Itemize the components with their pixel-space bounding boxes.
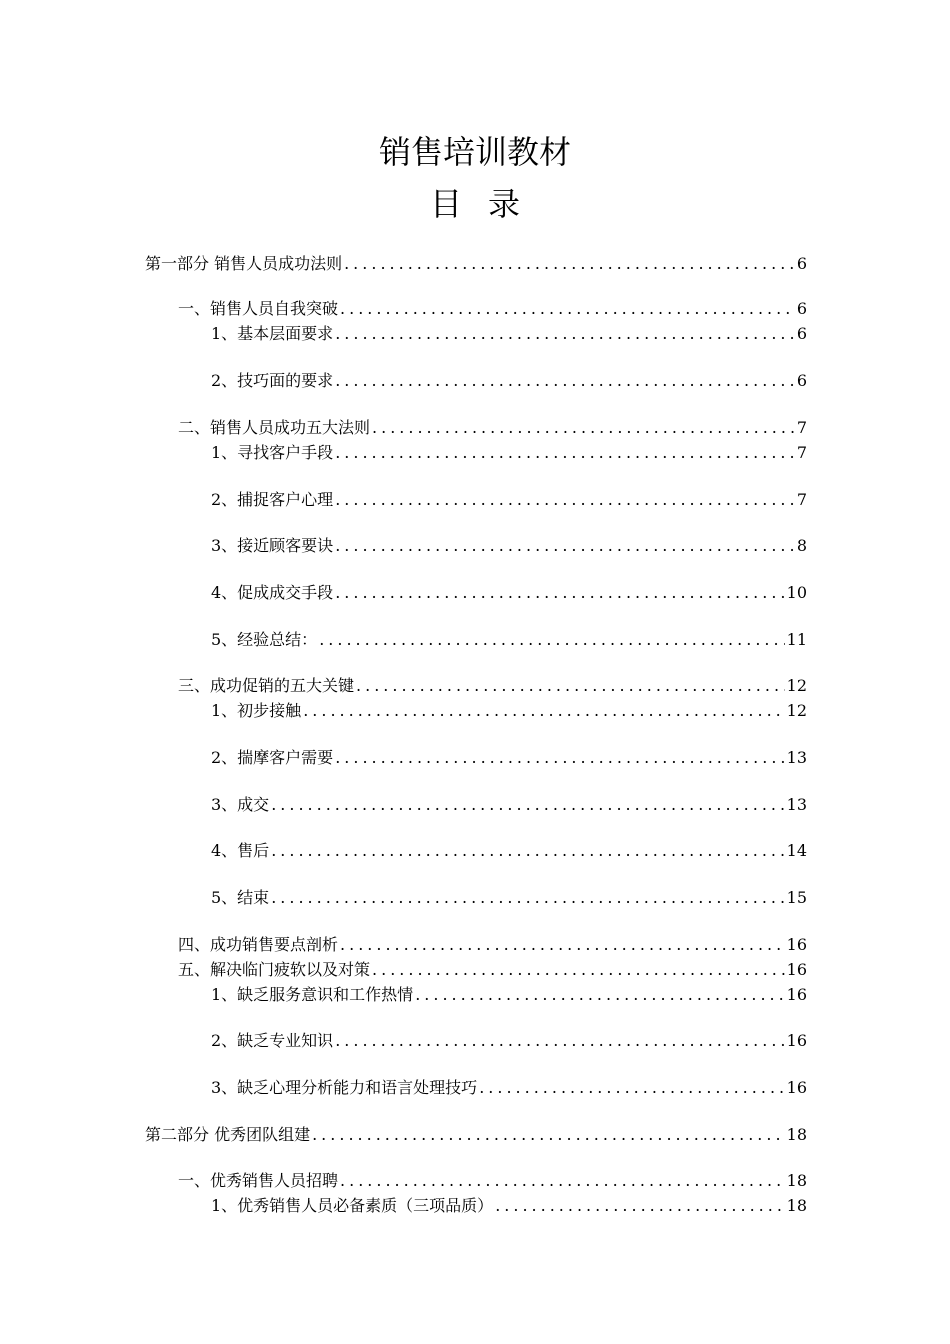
toc-leader-dots [372,958,785,982]
toc-entry-text: 2、技巧面的要求 [211,371,334,390]
toc-entry-section[interactable] [178,958,807,982]
toc-page-number: 13 [786,748,807,767]
toc-leader-dots [271,793,784,817]
toc-leader-dots [372,416,795,440]
toc-entry-text: 4、促成成交手段 [211,583,334,602]
toc-leader-dots [335,746,784,770]
toc-entry-text: 5、结束 [211,888,270,907]
toc-leader-dots [335,534,795,558]
toc-heading: 目录 [429,185,546,223]
toc-leader-dots [340,1169,785,1193]
toc-page-number: 6 [796,299,807,318]
toc-page-number: 7 [796,490,807,509]
toc-leader-dots [335,1029,784,1053]
toc-page-number: 10 [786,583,807,602]
toc-entry-subsection[interactable] [211,983,807,1007]
toc-leader-dots [312,1123,785,1147]
toc-entry-text: 一、销售人员自我突破 [178,299,339,318]
toc-page-number: 16 [786,960,807,979]
toc-leader-dots [344,252,795,276]
toc-entry-subsection[interactable] [211,534,807,558]
toc-page-number: 6 [796,324,807,343]
toc-entry-text: 一、优秀销售人员招聘 [178,1171,339,1190]
toc-entry-text: 1、基本层面要求 [211,324,334,343]
toc-page-number: 7 [796,443,807,462]
toc-page-number: 18 [786,1196,807,1215]
toc-entry-text: 第一部分 销售人员成功法则 [145,254,343,273]
toc-entry-subsection[interactable] [211,1029,807,1053]
toc-entry-subsection[interactable] [211,886,807,910]
toc-entry-subsection[interactable] [211,793,807,817]
toc-entry-text: 1、初步接触 [211,701,302,720]
toc-leader-dots [271,839,784,863]
toc-entry-text: 1、缺乏服务意识和工作热情 [211,985,414,1004]
toc-leader-dots [479,1076,784,1100]
toc-entry-subsection[interactable] [211,628,807,652]
toc-leader-dots [335,322,795,346]
toc-entry-text: 5、经验总结： [211,630,318,649]
toc-entry-section[interactable] [178,297,807,321]
toc-entry-section[interactable] [178,416,807,440]
toc-entry-text: 4、售后 [211,841,270,860]
toc-entry-text: 2、捕捉客户心理 [211,490,334,509]
toc-page-number: 11 [786,630,807,649]
toc-leader-dots [271,886,784,910]
toc-page-number: 6 [796,254,807,273]
toc-page-number: 18 [786,1125,807,1144]
toc-page-number: 8 [796,536,807,555]
toc-entry-subsection[interactable] [211,441,807,465]
toc-entry-subsection[interactable] [211,369,807,393]
toc-entry-subsection[interactable] [211,488,807,512]
toc-entry-text: 二、销售人员成功五大法则 [178,418,371,437]
toc-entry-part-2[interactable] [145,1123,807,1147]
toc-entry-section[interactable] [178,674,807,698]
toc-leader-dots [335,488,795,512]
toc-entry-text: 2、揣摩客户需要 [211,748,334,767]
toc-page-number: 16 [786,1031,807,1050]
toc-page-number: 15 [786,888,807,907]
toc-entry-section[interactable] [178,1169,807,1193]
toc-leader-dots [415,983,784,1007]
toc-entry-text: 五、解决临门疲软以及对策 [178,960,371,979]
toc-entry-text: 第二部分 优秀团队组建 [145,1125,311,1144]
toc-leader-dots [495,1194,784,1218]
toc-entry-part-1[interactable] [145,252,807,276]
toc-leader-dots [319,628,784,652]
toc-entry-subsection[interactable] [211,699,807,723]
toc-leader-dots [335,441,795,465]
toc-leader-dots [340,297,795,321]
toc-leader-dots [335,581,784,605]
toc-entry-text: 3、缺乏心理分析能力和语言处理技巧 [211,1078,478,1097]
toc-entry-section[interactable] [178,933,807,957]
document-title: 销售培训教材 [378,133,571,171]
toc-page-number: 6 [796,371,807,390]
toc-entry-subsection[interactable] [211,746,807,770]
toc-entry-text: 3、成交 [211,795,270,814]
toc-leader-dots [340,933,785,957]
toc-entry-subsection[interactable] [211,322,807,346]
toc-leader-dots [356,674,785,698]
toc-page-number: 13 [786,795,807,814]
toc-page-number: 12 [786,676,807,695]
toc-entry-text: 1、寻找客户手段 [211,443,334,462]
toc-page-number: 16 [786,935,807,954]
toc-entry-text: 三、成功促销的五大关键 [178,676,355,695]
toc-page-number: 16 [786,985,807,1004]
toc-page-number: 12 [786,701,807,720]
toc-page-number: 18 [786,1171,807,1190]
toc-entry-subsection[interactable] [211,839,807,863]
toc-entry-text: 1、优秀销售人员必备素质（三项品质） [211,1196,494,1215]
toc-entry-subsection[interactable] [211,1076,807,1100]
toc-entry-text: 四、成功销售要点剖析 [178,935,339,954]
toc-leader-dots [303,699,784,723]
toc-page-number: 14 [786,841,807,860]
toc-page-number: 16 [786,1078,807,1097]
toc-entry-subsection[interactable] [211,1194,807,1218]
toc-entry-subsection[interactable] [211,581,807,605]
toc-entry-text: 2、缺乏专业知识 [211,1031,334,1050]
toc-leader-dots [335,369,795,393]
toc-page-number: 7 [796,418,807,437]
toc-entry-text: 3、接近顾客要诀 [211,536,334,555]
